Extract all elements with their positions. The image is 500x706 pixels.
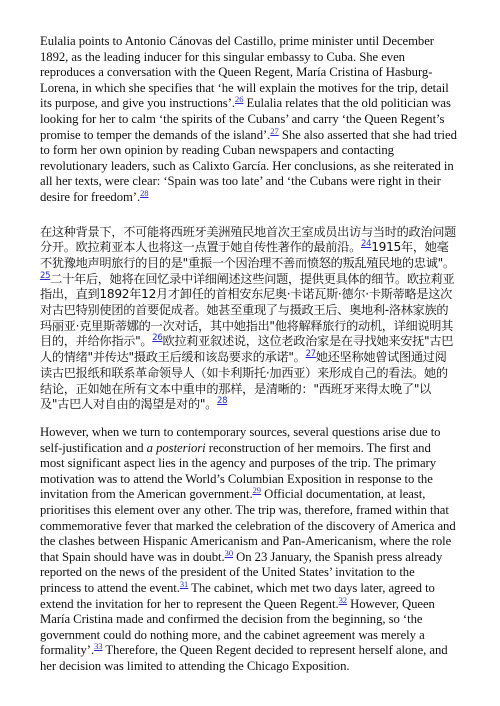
- footnote-ref[interactable]: [152, 333, 162, 343]
- document-page: [40, 34, 458, 674]
- footnote-link[interactable]: 24: [360, 239, 372, 250]
- text-run: However, when we turn to contemporary sources, several questions arise due to self-justification and: [40, 424, 441, 455]
- footnote-ref[interactable]: [225, 548, 233, 558]
- footnote-ref[interactable]: [253, 485, 261, 495]
- text-run: The cabinet, which met two days later, agreed to extend the invitation for her to represent the Queen Regent.: [40, 580, 435, 611]
- paragraph-english-1: [40, 34, 458, 206]
- footnote-link[interactable]: 26: [152, 333, 163, 344]
- footnote-link[interactable]: 28: [217, 396, 228, 407]
- text-run: 1915年，她毫不犹豫地声明旅行的目的是"重振一个因治理不善而愤怒的叛乱殖民地的忠诚"。: [40, 240, 455, 270]
- text-run: On 23 January, the Spanish press already reported on the news of the president of the United States’ invitation to the princess to attend the event.: [40, 549, 443, 595]
- footnote-link[interactable]: 31: [179, 578, 189, 589]
- footnote-ref[interactable]: [180, 579, 188, 589]
- text-run: 她还坚称她曾试图通过阅读古巴报纸和联系革命领导人（如卡利斯托·加西亚）来形成自己的看法。她的结论，正如她在所有文本中重申的那样，是清晰的："西班牙来得太晚了"以及"古巴人对自由的渴望是对的"。: [40, 350, 448, 412]
- footnote-ref[interactable]: [306, 349, 316, 359]
- footnote-link[interactable]: 29: [252, 485, 261, 496]
- text-run: 二十年后，她将在回忆录中详细阐述这些问题，提供更具体的细节。欧拉莉亚指出，直到1892年12月才卸任的首相安东尼奥·卡诺瓦斯·德尔·卡斯蒂略是这次对古巴特别使团的首要促成者。她甚至重现了与摄政王后、奥地利-洛林家族的玛丽亚·克里斯蒂娜的一次对话，其中她指出"他将解释旅行的动机，详细说明其目的，并给你指示"。: [40, 271, 455, 349]
- footnote-link[interactable]: 27: [270, 125, 279, 136]
- footnote-ref[interactable]: [339, 595, 347, 605]
- text-run: She also asserted that she had tried to form her own opinion by reading Cuban newspapers and contacting revolutionary leaders, such as Calixto García. Her conclusions, as she reiterated in all her texts, were clear: ‘Spain was too late’ and ‘the Cubans were right in their desire for freedom’.: [40, 127, 457, 204]
- text-run: 在这种背景下，不可能将西班牙美洲殖民地首次王室成员出访与当时的政治问题分开。欧拉莉亚本人也将这一点置于她自传性著作的最前沿。: [40, 224, 457, 255]
- text-run: 欧拉莉亚叙述说，这位老政治家是在寻找她来安抚"古巴人的情绪"并传达"摄政王后缓和该岛要求的承诺"。: [40, 334, 454, 365]
- footnote-ref[interactable]: [140, 188, 148, 198]
- text-run: Therefore, the Queen Regent decided to represent herself alone, and her decision was limited to attending the Chicago Exposition.: [40, 643, 448, 673]
- footnote-ref[interactable]: [40, 271, 50, 281]
- text-run: Official documentation, at least, prioritises this element over any other. The trip was, therefore, framed within that commemorative fever that marked the celebration of the discovery of America and the clashes between Hispanic Americanism and Pan-Americanism, where the role that Spain should have was in doubt.: [40, 487, 456, 564]
- footnote-link[interactable]: 32: [338, 594, 347, 605]
- footnote-ref[interactable]: [217, 396, 227, 406]
- footnote-link[interactable]: 28: [140, 187, 149, 198]
- text-run: However, Queen María Cristina made and confirmed the decision from the beginning, so ‘the government could do nothing more, and the cabinet agreement was merely a formality’.: [40, 596, 435, 658]
- text-run: reconstruction of her memoirs. The first and most significant aspect lies in the agency and purposes of the trip. The primary motivation was to attend the World’s Columbian Exposition in response to the invitation from the American government.: [40, 440, 437, 502]
- footnote-link[interactable]: 33: [94, 641, 103, 652]
- footnote-ref[interactable]: [270, 126, 278, 136]
- footnote-link[interactable]: 27: [305, 349, 316, 360]
- footnote-link[interactable]: 30: [224, 547, 234, 558]
- paragraph-english-2: [40, 425, 458, 675]
- text-run: Eulalia points to Antonio Cánovas del Castillo, prime minister until December 1892, as the leading inducer for this singular embassy to Cuba. She even reproduces a conversation with the Queen Regent, María Cristina of Hasburg-Lorena, in which she specifies that ‘he will explain the motives for the trip, detail its purpose, and give you instructions’.: [40, 34, 449, 111]
- footnote-link[interactable]: 26: [235, 94, 244, 105]
- footnote-ref[interactable]: [361, 239, 371, 249]
- paragraph-chinese-translation: [40, 225, 458, 413]
- text-run: Eulalia relates that the old politician was looking for her to calm ‘the spirits of the Cubans’ and carry ‘the Queen Regent’s promise to temper the demands of the island’.: [40, 96, 451, 142]
- footnote-link[interactable]: 25: [40, 270, 51, 281]
- emphasis-text: a posteriori: [146, 440, 206, 455]
